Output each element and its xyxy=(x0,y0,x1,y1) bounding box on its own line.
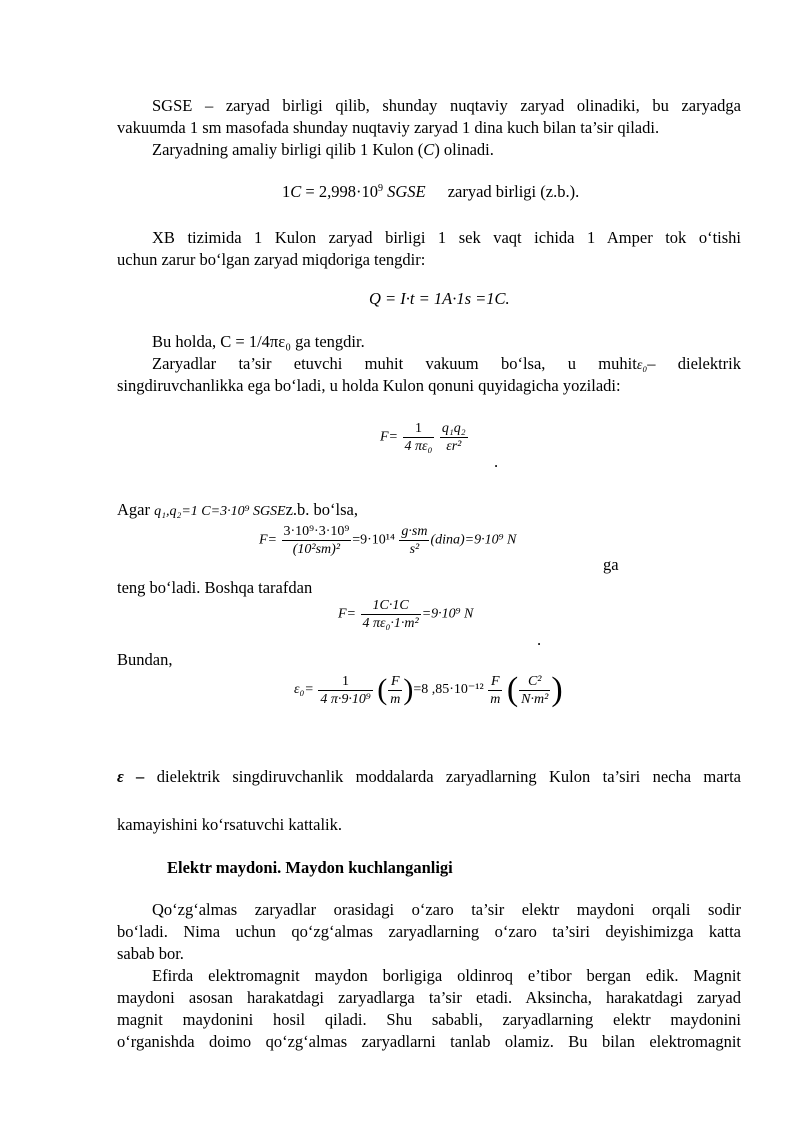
fraction-numerator: F xyxy=(488,673,502,691)
fraction-denominator: m xyxy=(490,691,501,707)
text-line: sabab bor. xyxy=(117,944,184,963)
formula-part: SGSE xyxy=(382,182,426,201)
text-line: SGSE – zaryad birligi qilib, shunday nuqtaviy zaryad olinadiki, bu zaryadga xyxy=(152,96,741,115)
text-line xyxy=(117,500,358,520)
formula-part: =9·10⁹ N xyxy=(421,606,474,622)
fraction-denominator: 4 π·9·10⁹ xyxy=(320,691,371,707)
fraction xyxy=(318,673,372,708)
text-fragment: ga xyxy=(603,555,619,574)
text-line: Bu holda, C = 1/4πε₀ ga tengdir. xyxy=(152,332,365,351)
formula-charge: Q = I·t = 1A·1s =1C. xyxy=(369,289,510,308)
paren: ( xyxy=(377,673,388,706)
formula-force-si xyxy=(338,597,473,632)
text-line: maydoni asosan harakatdagi zaryadlarga ta’sir etadi. Aksincha, harakatdagi zaryad xyxy=(117,988,741,1007)
formula-dot: . xyxy=(494,452,499,471)
formula-epsilon0 xyxy=(294,671,563,709)
epsilon-symbol: ε – xyxy=(117,767,145,786)
fraction-denominator: εr² xyxy=(446,439,462,454)
paren: ( xyxy=(506,671,519,708)
formula-part: =9·10¹⁴ xyxy=(352,532,395,548)
section-heading: Elektr maydoni. Maydon kuchlanganligi xyxy=(167,858,453,877)
text-line: XB tizimida 1 Kulon zaryad birligi 1 sek vaqt ichida 1 Amper tok o‘tishi xyxy=(152,228,741,247)
paren: ) xyxy=(551,671,563,708)
text-line: vakuumda 1 sm masofada shunday nuqtaviy zaryad 1 dina kuch bilan ta’sir qiladi. xyxy=(117,118,660,137)
formula-part: =8 ,85·10⁻¹² xyxy=(413,682,484,698)
text-fragment: z.b. bo‘lsa, xyxy=(285,500,359,519)
formula-condition: q₁,q₂=1 C=3·10⁹ SGSE xyxy=(154,504,286,519)
formula-part: (dina)=9·10⁹ N xyxy=(430,532,517,548)
formula-charge-unit xyxy=(282,182,579,202)
text-line: Bundan, xyxy=(117,650,173,669)
text-line: magnit maydonini hosil qiladi. Shu sababli, zaryadlarning elektr maydonini xyxy=(117,1010,741,1029)
text-line: teng bo‘ladi. Boshqa tarafdan xyxy=(117,578,313,597)
fraction-denominator: m xyxy=(390,691,401,707)
text-line xyxy=(152,139,741,161)
fraction xyxy=(388,673,402,708)
fraction xyxy=(440,420,468,455)
text-fragment: Zaryadlar ta’sir etuvchi muhit vakuum bo‘lsa, u muhit xyxy=(152,354,637,373)
formula-part: F= xyxy=(259,532,277,548)
fraction xyxy=(488,673,502,708)
fraction xyxy=(519,673,550,708)
formula-part: F= xyxy=(380,429,398,445)
text-fragment: Agar xyxy=(117,500,150,519)
fraction-denominator: (10²sm)² xyxy=(292,542,341,557)
text-line: bo‘ladi. Nima uchun qo‘zg‘almas zaryadlarning o‘zaro ta’siri deyishimizga katta xyxy=(117,922,741,941)
fraction-denominator: N·m² xyxy=(521,691,549,707)
text-line: singdiruvchanlikka ega bo‘ladi, u holda Kulon qonuni quyidagicha yoziladi: xyxy=(117,376,621,395)
fraction-numerator: g·sm xyxy=(401,524,428,539)
paren: ) xyxy=(403,673,414,706)
text-fragment: dielektrik singdiruvchanlik moddalarda zaryadlarning Kulon ta’siri necha marta xyxy=(144,767,741,786)
text-fragment: Zaryadning amaliy birligi qilib 1 Kulon ( xyxy=(152,140,424,159)
fraction-denominator: 4 πε₀·1·m² xyxy=(362,616,419,631)
text-line xyxy=(117,766,741,788)
fraction-denominator: 4 πε₀ xyxy=(404,439,433,454)
fraction-numerator: q₁q₂ xyxy=(441,421,466,436)
text-fragment: ) olinadi. xyxy=(434,140,494,159)
fraction-numerator: F xyxy=(388,673,402,691)
formula-force-sgse xyxy=(259,523,516,558)
text-line: o‘rganishda doimo qo‘zg‘almas zaryadlarni tanlab olamiz. Bu bilan elektromagnit xyxy=(117,1032,741,1051)
formula-part: F= xyxy=(338,606,356,622)
fraction-numerator: 1 xyxy=(318,673,372,691)
formula-part: 1 xyxy=(282,182,291,201)
formula-dot: . xyxy=(537,630,542,649)
fraction-numerator: 3·10⁹·3·10⁹ xyxy=(283,524,350,539)
text-line: Efirda elektromagnit maydon borligiga oldinroq e’tibor bergan edik. Magnit xyxy=(152,966,741,985)
text-line: kamayishini ko‘rsatuvchi kattalik. xyxy=(117,815,342,834)
fraction xyxy=(361,597,421,632)
formula-symbol: ε₀ xyxy=(636,358,648,373)
unit-symbol: C xyxy=(423,140,435,159)
text-line xyxy=(152,353,741,377)
formula-part: ε₀= xyxy=(294,682,314,698)
text-line: Qo‘zg‘almas zaryadlar orasidagi o‘zaro ta’sir elektr maydoni orqali sodir xyxy=(152,900,741,919)
fraction-numerator: 1 xyxy=(403,420,435,438)
fraction-denominator: s² xyxy=(409,542,420,557)
text-line: uchun zarur bo‘lgan zaryad miqdoriga tengdir: xyxy=(117,250,426,269)
fraction xyxy=(399,523,429,558)
fraction xyxy=(403,420,435,455)
formula-part: C xyxy=(290,182,302,201)
fraction-numerator: 1C·1C xyxy=(361,597,421,615)
text-fragment: – dielektrik xyxy=(647,354,742,373)
formula-part: = 2,998·10 xyxy=(301,182,378,201)
formula-part: zaryad birligi (z.b.). xyxy=(447,182,580,201)
fraction xyxy=(282,523,352,558)
formula-coulomb-law xyxy=(380,420,469,455)
fraction-numerator: C² xyxy=(519,673,550,691)
formula-exponent: 9 xyxy=(377,183,383,194)
